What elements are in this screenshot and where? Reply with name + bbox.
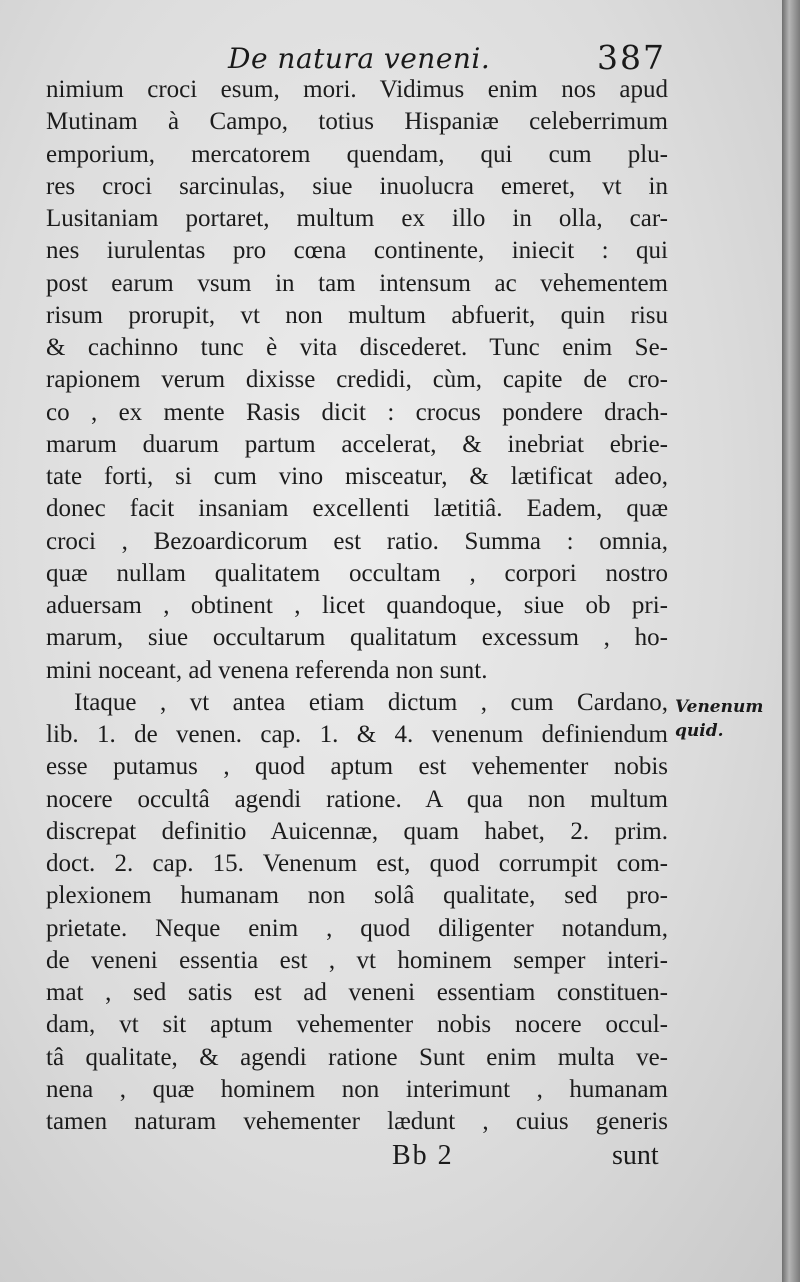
text-line: tâ qualitate, & agendi ratione Sunt enim multa ve- bbox=[46, 1043, 668, 1071]
text-line: nocere occultâ agendi ratione. A qua non multum bbox=[46, 785, 668, 813]
text-line: mini noceant, ad venena referenda non sunt. bbox=[46, 656, 488, 684]
text-line: risum prorupit, vt non multum abfuerit, quin risu bbox=[46, 301, 668, 329]
page-edge-shadow bbox=[782, 0, 800, 1282]
margin-note-line: quid. bbox=[675, 721, 724, 741]
text-line: Mutinam à Campo, totius Hispaniæ celeberrimum bbox=[46, 108, 668, 136]
text-line: post earum vsum in tam intensum ac vehementem bbox=[46, 269, 668, 297]
catchword: sunt bbox=[612, 1140, 659, 1171]
text-line: lib. 1. de venen. cap. 1. & 4. venenum definiendum bbox=[46, 721, 668, 748]
text-line: mat , sed satis est ad veneni essentiam constituen- bbox=[46, 979, 668, 1006]
text-line: nena , quæ hominem non interimunt , humanam bbox=[46, 1075, 668, 1103]
page-number: 387 bbox=[597, 38, 666, 77]
signature-mark: Bb 2 bbox=[392, 1140, 454, 1171]
text-line: nes iurulentas pro cœna continente, iniecit : qui bbox=[46, 237, 668, 265]
text-line: co , ex mente Rasis dicit : crocus pondere drach- bbox=[46, 398, 668, 426]
text-line: prietate. Neque enim , quod diligenter notandum, bbox=[46, 914, 668, 942]
margin-note-line: Venenum bbox=[675, 697, 764, 717]
page-footer bbox=[0, 1140, 782, 1180]
margin-note bbox=[675, 695, 780, 743]
paragraph-first-line: Itaque , vt antea etiam dictum , cum Cardano, bbox=[74, 688, 668, 716]
text-line: donec facit insaniam excellenti lætitiâ. Eadem, quæ bbox=[46, 495, 668, 523]
text-line: & cachinno tunc è vita discederet. Tunc enim Se- bbox=[46, 334, 668, 361]
text-line: aduersam , obtinent , licet quandoque, siue ob pri- bbox=[46, 592, 668, 619]
text-line: rapionem verum dixisse credidi, cùm, capite de cro- bbox=[46, 366, 668, 394]
text-line: plexionem humanam non solâ qualitate, sed pro- bbox=[46, 882, 668, 910]
text-line: tate forti, si cum vino misceatur, & lætificat adeo, bbox=[46, 463, 668, 490]
text-line: croci , Bezoardicorum est ratio. Summa : omnia, bbox=[46, 527, 668, 555]
text-line: quæ nullam qualitatem occultam , corpori nostro bbox=[46, 559, 668, 587]
text-line: nimium croci esum, mori. Vidimus enim nos apud bbox=[46, 76, 668, 103]
text-line: marum, siue occultarum qualitatum excessum , ho- bbox=[46, 624, 668, 652]
page-header bbox=[0, 38, 782, 78]
text-line: de veneni essentia est , vt hominem semper interi- bbox=[46, 946, 668, 974]
text-line: tamen naturam vehementer lædunt , cuius generis bbox=[46, 1108, 668, 1135]
text-line: Lusitaniam portaret, multum ex illo in olla, car- bbox=[46, 205, 668, 232]
text-line: res croci sarcinulas, siue inuolucra emeret, vt in bbox=[46, 172, 668, 200]
body-text bbox=[46, 74, 668, 1138]
running-title: De natura veneni. bbox=[228, 42, 491, 75]
text-line: emporium, mercatorem quendam, qui cum plu- bbox=[46, 140, 668, 168]
text-line: discrepat definitio Auicennæ, quam habet, 2. prim. bbox=[46, 817, 668, 845]
text-line: esse putamus , quod aptum est vehementer nobis bbox=[46, 753, 668, 781]
text-line: marum duarum partum accelerat, & inebriat ebrie- bbox=[46, 430, 668, 458]
text-line: doct. 2. cap. 15. Venenum est, quod corrumpit com- bbox=[46, 850, 668, 877]
text-line: dam, vt sit aptum vehementer nobis nocere occul- bbox=[46, 1011, 668, 1039]
